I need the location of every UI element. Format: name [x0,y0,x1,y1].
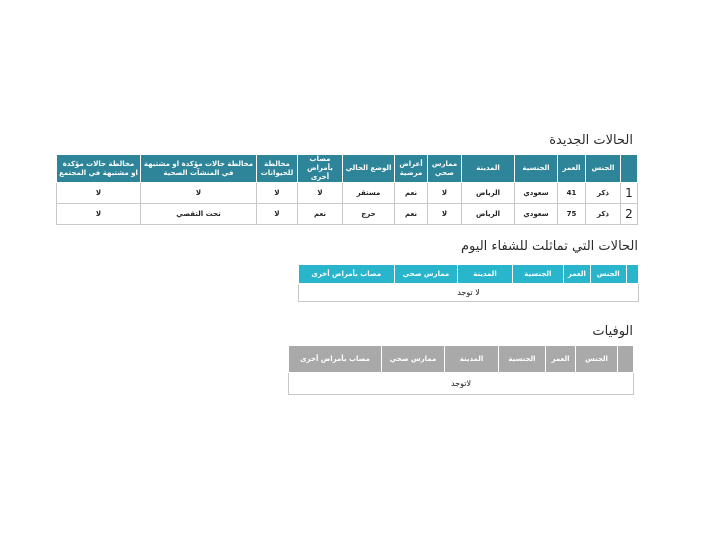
header-nationality: الجنسية [499,346,546,373]
cell-nationality: سعودي [515,204,558,225]
header-other-diseases: مصاب بأمراض أخرى [298,155,343,183]
cell-animal-contact: لا [257,204,298,225]
header-age: العمر [558,155,586,183]
empty-message: لا توجد [299,284,639,302]
deaths-title: الوفيات [592,324,633,339]
cell-symptoms: نعم [395,183,428,204]
recovered-header-row [299,265,639,284]
header-city: المدينة [462,155,515,183]
cell-other-diseases: نعم [298,204,343,225]
header-current-status: الوضع الحالي [343,155,395,183]
cell-city: الرياض [462,204,515,225]
cell-community-contact: لا [57,183,141,204]
cell-health-worker: لا [428,204,462,225]
header-health-worker: ممارس صحي [382,346,445,373]
header-nationality: الجنسية [512,265,563,284]
cell-other-diseases: لا [298,183,343,204]
header-nationality: الجنسية [515,155,558,183]
header-city: المدينة [445,346,499,373]
table-row [57,204,638,225]
header-spacer [618,346,634,373]
header-other-diseases: مصاب بأمراض أخرى [289,346,382,373]
header-age: العمر [564,265,591,284]
cell-symptoms: نعم [395,204,428,225]
cell-facility-contact: لا [141,183,257,204]
header-city: المدينة [458,265,512,284]
header-age: العمر [546,346,576,373]
new-cases-table [56,154,638,225]
empty-message: لاتوجد [289,373,634,395]
cell-nationality: سعودي [515,183,558,204]
header-symptoms: أعراض مرضية [395,155,428,183]
header-facility-contact: مخالطة حالات مؤكدة او مشتبهة في المنشآت الصحية [141,155,257,183]
cell-age: 41 [558,183,586,204]
cell-current-status: مستقر [343,183,395,204]
table-row [289,373,634,395]
cell-age: 75 [558,204,586,225]
new-cases-header-row [57,155,638,183]
header-health-worker: ممارس صحي [428,155,462,183]
header-gender: الجنس [590,265,626,284]
row-index: 2 [621,204,638,225]
header-spacer [626,265,638,284]
header-gender: الجنس [586,155,621,183]
recovered-table [298,264,639,302]
cell-animal-contact: لا [257,183,298,204]
header-gender: الجنس [576,346,618,373]
cell-gender: ذكر [586,183,621,204]
table-row [299,284,639,302]
cell-health-worker: لا [428,183,462,204]
header-animal-contact: مخالطة للحيوانات [257,155,298,183]
cell-city: الرياض [462,183,515,204]
row-index: 1 [621,183,638,204]
recovered-title: الحالات التي تماثلت للشفاء اليوم [461,239,638,254]
cell-current-status: حرج [343,204,395,225]
cell-community-contact: لا [57,204,141,225]
header-other-diseases: مصاب بأمراض أخرى [299,265,395,284]
new-cases-title: الحالات الجديدة [549,133,633,148]
table-row [57,183,638,204]
cell-gender: ذكر [586,204,621,225]
header-community-contact: مخالطة حالات مؤكدة او مشتبهة في المجتمع [57,155,141,183]
deaths-header-row [289,346,634,373]
header-index [621,155,638,183]
cell-facility-contact: تحت التقصي [141,204,257,225]
header-health-worker: ممارس صحي [394,265,458,284]
deaths-table [288,345,634,395]
